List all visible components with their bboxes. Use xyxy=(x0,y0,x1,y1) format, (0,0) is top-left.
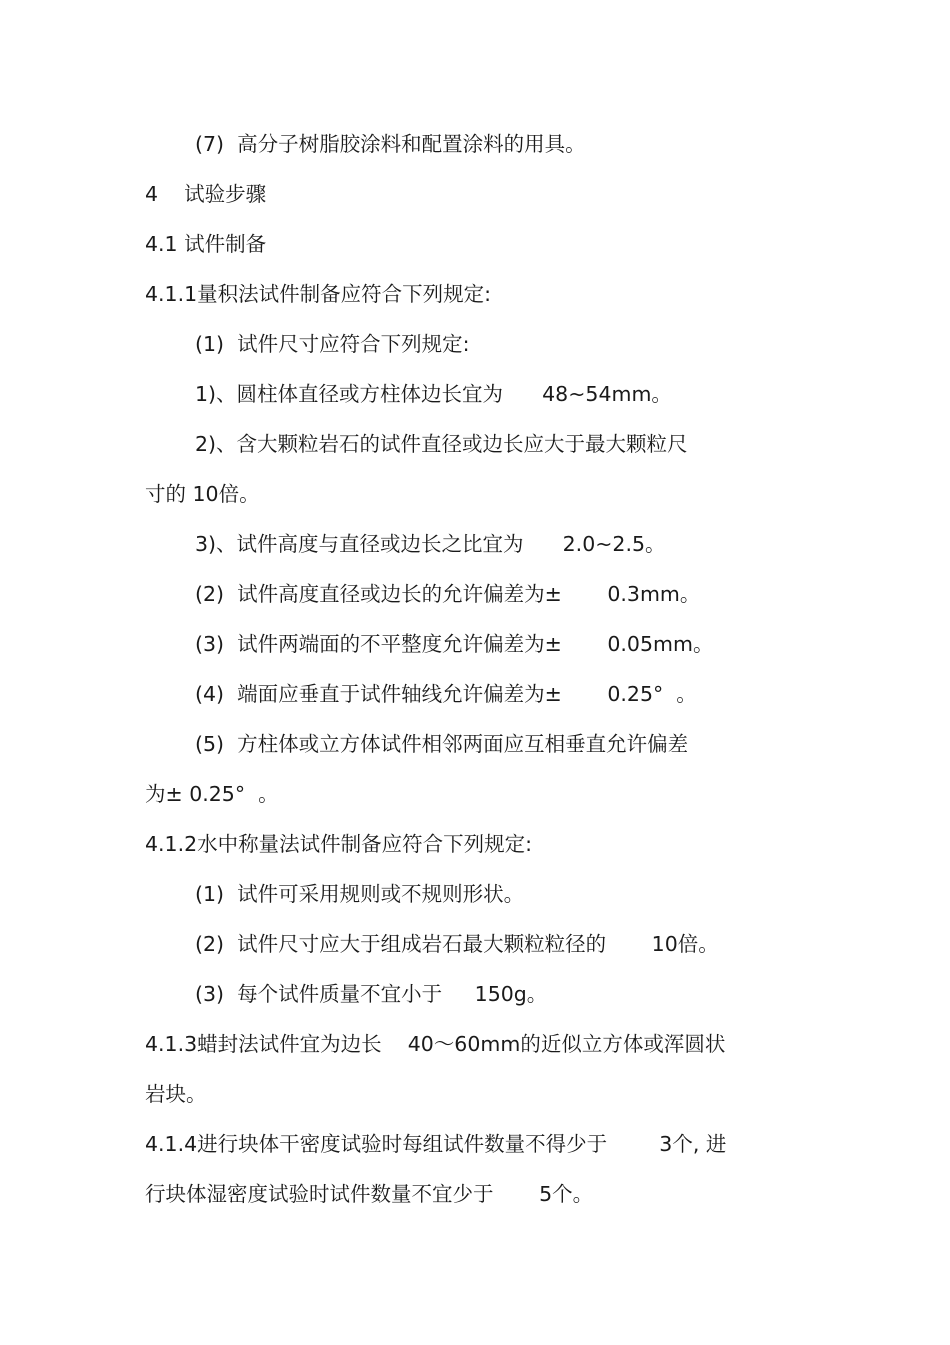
list-item-3-flatness: (3) 试件两端面的不平整度允许偏差为± 0.05mm。 xyxy=(195,632,714,656)
list-item-5-continuation: 为± 0.25° 。 xyxy=(145,782,279,806)
list-item-1-shape: (1) 试件可采用规则或不规则形状。 xyxy=(195,882,525,906)
clause-4-1-1: 4.1.1量积法试件制备应符合下列规定: xyxy=(145,282,492,306)
list-item-2-grain-size: (2) 试件尺寸应大于组成岩石最大颗粒粒径的 10倍。 xyxy=(195,932,719,956)
sub-item-2-large-grain: 2)、含大颗粒岩石的试件直径或边长应大于最大颗粒尺 xyxy=(195,432,688,456)
list-item-5-adjacent-faces: (5) 方柱体或立方体试件相邻两面应互相垂直允许偏差 xyxy=(195,732,689,756)
clause-4-1-3-continuation: 岩块。 xyxy=(145,1082,207,1106)
sub-item-1-diameter: 1)、圆柱体直径或方柱体边长宜为 48~54mm。 xyxy=(195,382,672,406)
list-item-3-mass: (3) 每个试件质量不宜小于 150g。 xyxy=(195,982,548,1006)
clause-4-1-4-continuation: 行块体湿密度试验时试件数量不宜少于 5个。 xyxy=(145,1182,594,1206)
sub-item-3-ratio: 3)、试件高度与直径或边长之比宜为 2.0~2.5。 xyxy=(195,532,666,556)
clause-4-1-2: 4.1.2水中称量法试件制备应符合下列规定: xyxy=(145,832,533,856)
list-item-2-tolerance: (2) 试件高度直径或边长的允许偏差为± 0.3mm。 xyxy=(195,582,701,606)
list-item-4-perpendicular: (4) 端面应垂直于试件轴线允许偏差为± 0.25° 。 xyxy=(195,682,697,706)
list-item-7-tools: (7) 高分子树脂胶涂料和配置涂料的用具。 xyxy=(195,132,586,156)
section-heading-4-1: 4.1 试件制备 xyxy=(145,232,267,256)
clause-4-1-4: 4.1.4进行块体干密度试验时每组试件数量不得少于 3个, 进 xyxy=(145,1132,727,1156)
list-item-1-size: (1) 试件尺寸应符合下列规定: xyxy=(195,332,470,356)
section-heading-4: 4 试验步骤 xyxy=(145,182,267,206)
clause-4-1-3: 4.1.3蜡封法试件宜为边长 40～60mm的近似立方体或浑圆状 xyxy=(145,1032,726,1056)
sub-item-2-continuation: 寸的 10倍。 xyxy=(145,482,260,506)
